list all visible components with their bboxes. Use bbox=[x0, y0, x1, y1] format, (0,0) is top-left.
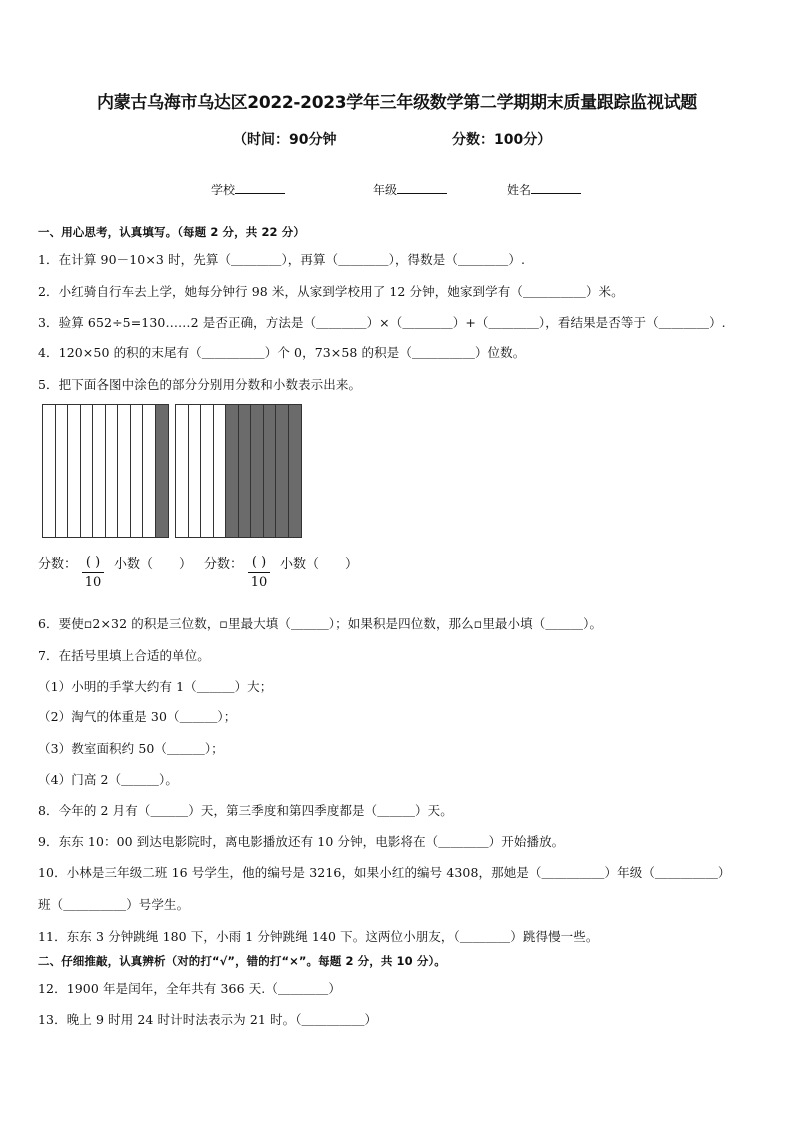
answer-decimal-right[interactable]: 小数（ ） bbox=[280, 557, 359, 572]
question-13: 13．晚上 9 时用 24 时计时法表示为 21 时。（＿＿＿＿＿） bbox=[38, 1012, 378, 1027]
shaded-strip bbox=[289, 405, 302, 537]
section-1-heading: 一、用心思考，认真填写。（每题 2 分，共 22 分） bbox=[38, 225, 305, 239]
exam-title: 内蒙古乌海市乌达区2022-2023学年三年级数学第二学期期末质量跟踪监视试题 bbox=[97, 93, 697, 113]
blank-strip bbox=[81, 405, 94, 537]
blank-strip bbox=[43, 405, 56, 537]
question-1: 1．在计算 90－10×3 时，先算（＿＿＿＿），再算（＿＿＿＿），得数是（＿＿＿＿）. bbox=[38, 252, 526, 267]
blank-strip bbox=[176, 405, 189, 537]
school-label: 学校 bbox=[211, 183, 236, 197]
question-10-cont: 班（＿＿＿＿＿）号学生。 bbox=[38, 897, 190, 912]
exam-time: （时间：90分钟 bbox=[233, 132, 337, 148]
name-field[interactable] bbox=[507, 181, 581, 198]
question-7-1: （1）小明的手掌大约有 1（＿＿＿）大； bbox=[38, 679, 273, 694]
answer-fraction-label-left: 分数： bbox=[38, 557, 78, 572]
school-field[interactable] bbox=[211, 181, 285, 198]
blank-strip bbox=[214, 405, 227, 537]
blank-strip bbox=[56, 405, 69, 537]
blank-strip bbox=[68, 405, 81, 537]
shaded-strip bbox=[251, 405, 264, 537]
question-2: 2．小红骑自行车去上学，她每分钟行 98 米，从家到学校用了 12 分钟，她家到学有（＿＿＿＿＿）米。 bbox=[38, 284, 624, 299]
fraction-left-denominator: 10 bbox=[84, 575, 102, 590]
blank-strip bbox=[93, 405, 106, 537]
fraction-left-numerator[interactable]: ( ) bbox=[82, 555, 104, 573]
question-9: 9．东东 10：00 到达电影院时，离电影播放还有 10 分钟，电影将在（＿＿＿＿）开始播放。 bbox=[38, 834, 565, 849]
fraction-left[interactable] bbox=[82, 555, 104, 590]
question-8: 8．今年的 2 月有（＿＿＿）天，第三季度和第四季度都是（＿＿＿）天。 bbox=[38, 803, 453, 818]
answer-fraction-label-right: 分数： bbox=[204, 557, 244, 572]
question-7-3: （3）教室面积约 50（＿＿＿）； bbox=[38, 741, 224, 756]
question-5: 5．把下面各图中涂色的部分分别用分数和小数表示出来。 bbox=[38, 377, 362, 392]
blank-strip bbox=[189, 405, 202, 537]
blank-strip bbox=[131, 405, 144, 537]
question-11: 11．东东 3 分钟跳绳 180 下，小雨 1 分钟跳绳 140 下。这两位小朋友，（＿＿＿＿）跳得慢一些。 bbox=[38, 929, 599, 944]
fraction-figure-right bbox=[175, 404, 302, 538]
question-12: 12．1900 年是闰年，全年共有 366 天.（＿＿＿＿） bbox=[38, 981, 341, 996]
question-10: 10．小林是三年级二班 16 号学生，他的编号是 3216，如果小红的编号 4308，那她是（＿＿＿＿＿）年级（＿＿＿＿＿） bbox=[38, 865, 731, 880]
shaded-strip bbox=[276, 405, 289, 537]
fraction-right[interactable] bbox=[248, 555, 270, 590]
fraction-figure-left bbox=[42, 404, 169, 538]
name-label: 姓名 bbox=[507, 183, 532, 197]
grade-label: 年级 bbox=[373, 183, 398, 197]
shaded-strip bbox=[226, 405, 239, 537]
question-7-2: （2）淘气的体重是 30（＿＿＿）； bbox=[38, 709, 237, 724]
shaded-strip bbox=[264, 405, 277, 537]
grade-field[interactable] bbox=[373, 181, 447, 198]
fraction-right-denominator: 10 bbox=[250, 575, 268, 590]
question-7: 7．在括号里填上合适的单位。 bbox=[38, 648, 210, 663]
blank-strip bbox=[106, 405, 119, 537]
blank-strip bbox=[118, 405, 131, 537]
school-blank[interactable] bbox=[235, 181, 285, 194]
blank-strip bbox=[143, 405, 156, 537]
exam-score: 分数：100分） bbox=[452, 132, 552, 148]
question-4: 4．120×50 的积的末尾有（＿＿＿＿＿）个 0，73×58 的积是（＿＿＿＿＿）位数。 bbox=[38, 345, 526, 360]
shaded-strip bbox=[239, 405, 252, 537]
question-3: 3．验算 652÷5=130……2 是否正确，方法是（＿＿＿＿）×（＿＿＿＿）+（＿＿＿＿），看结果是否等于（＿＿＿＿）. bbox=[38, 315, 726, 330]
name-blank[interactable] bbox=[531, 181, 581, 194]
question-7-4: （4）门高 2（＿＿＿）。 bbox=[38, 772, 178, 787]
section-2-heading: 二、仔细推敲，认真辨析（对的打“√”，错的打“×”。每题 2 分，共 10 分）。 bbox=[38, 954, 446, 968]
fraction-right-numerator[interactable]: ( ) bbox=[248, 555, 270, 573]
question-6: 6．要使▫2×32 的积是三位数，▫里最大填（＿＿＿）；如果积是四位数，那么▫里最小填（＿＿＿）。 bbox=[38, 616, 603, 631]
answer-decimal-left[interactable]: 小数（ ） bbox=[114, 557, 193, 572]
blank-strip bbox=[201, 405, 214, 537]
shaded-strip bbox=[156, 405, 169, 537]
grade-blank[interactable] bbox=[397, 181, 447, 194]
